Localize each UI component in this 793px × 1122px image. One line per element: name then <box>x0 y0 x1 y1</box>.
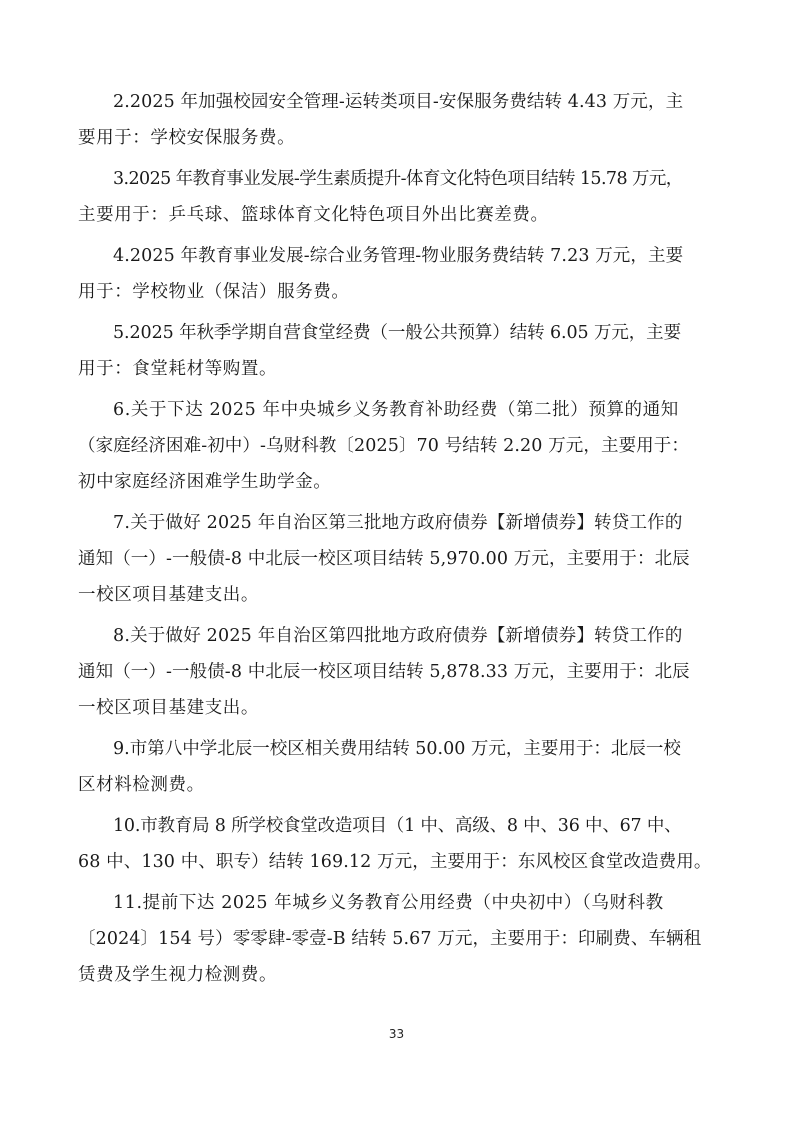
paragraph-line: 赁费及学生视力检测费。 <box>78 965 278 985</box>
paragraph-line: 要用于：学校安保服务费。 <box>78 128 296 148</box>
paragraph-line: 9.市第八中学北辰一校区相关费用结转 50.00 万元，主要用于：北辰一校 <box>113 739 681 759</box>
paragraph-line: 3.2025 年教育事业发展-学生素质提升-体育文化特色项目结转 15.78 万元， <box>113 169 683 189</box>
paragraph-line: 一校区项目基建支出。 <box>78 698 259 718</box>
paragraph-line: 〔2024〕154 号）零零肆-零壹-B 结转 5.67 万元，主要用于：印刷费、车辆租 <box>78 929 702 949</box>
paragraph-line: 10.市教育局 8 所学校食堂改造项目（1 中、高级、8 中、36 中、67 中、 <box>113 816 682 836</box>
paragraph-item-4 <box>78 238 718 310</box>
paragraph-line: 初中家庭经济困难学生助学金。 <box>78 472 332 492</box>
paragraph-line: 通知（一）-一般债-8 中北辰一校区项目结转 5,970.00 万元，主要用于：北辰 <box>78 549 690 569</box>
paragraph-item-7 <box>78 505 718 613</box>
paragraph-line: 8.关于做好 2025 年自治区第四批地方政府债券【新增债券】转贷工作的 <box>113 626 683 646</box>
paragraph-line: 11.提前下达 2025 年城乡义务教育公用经费（中央初中）（乌财科教 <box>113 893 664 913</box>
paragraph-line: 6.关于下达 2025 年中央城乡义务教育补助经费（第二批）预算的通知 <box>113 400 679 420</box>
paragraph-item-9 <box>78 731 718 803</box>
paragraph-item-10 <box>78 808 718 880</box>
paragraph-item-8 <box>78 618 718 726</box>
paragraph-item-6 <box>78 392 718 500</box>
document-body <box>78 84 718 993</box>
paragraph-line: 4.2025 年教育事业发展-综合业务管理-物业服务费结转 7.23 万元，主要 <box>113 246 684 266</box>
paragraph-line: 5.2025 年秋季学期自营食堂经费（一般公共预算）结转 6.05 万元，主要 <box>113 323 681 343</box>
paragraph-item-11 <box>78 885 718 993</box>
paragraph-line: 通知（一）-一般债-8 中北辰一校区项目结转 5,878.33 万元，主要用于：北辰 <box>78 662 690 682</box>
paragraph-line: 用于：食堂耗材等购置。 <box>78 359 278 379</box>
paragraph-line: 一校区项目基建支出。 <box>78 585 259 605</box>
paragraph-line: 用于：学校物业（保洁）服务费。 <box>78 282 350 302</box>
paragraph-item-5 <box>78 315 718 387</box>
paragraph-line: 68 中、130 中、职专）结转 169.12 万元，主要用于：东风校区食堂改造费用。 <box>78 852 712 872</box>
paragraph-line: 区材料检测费。 <box>78 775 205 795</box>
paragraph-item-3 <box>78 161 718 233</box>
paragraph-line: 主要用于：乒乓球、篮球体育文化特色项目外出比赛差费。 <box>78 205 549 225</box>
paragraph-line: （家庭经济困难-初中）-乌财科教〔2025〕70 号结转 2.20 万元，主要用于： <box>78 436 689 456</box>
paragraph-line: 2.2025 年加强校园安全管理-运转类项目-安保服务费结转 4.43 万元，主 <box>113 92 684 112</box>
paragraph-line: 7.关于做好 2025 年自治区第三批地方政府债券【新增债券】转贷工作的 <box>113 513 683 533</box>
paragraph-item-2 <box>78 84 718 156</box>
page-number: 33 <box>388 1027 405 1041</box>
